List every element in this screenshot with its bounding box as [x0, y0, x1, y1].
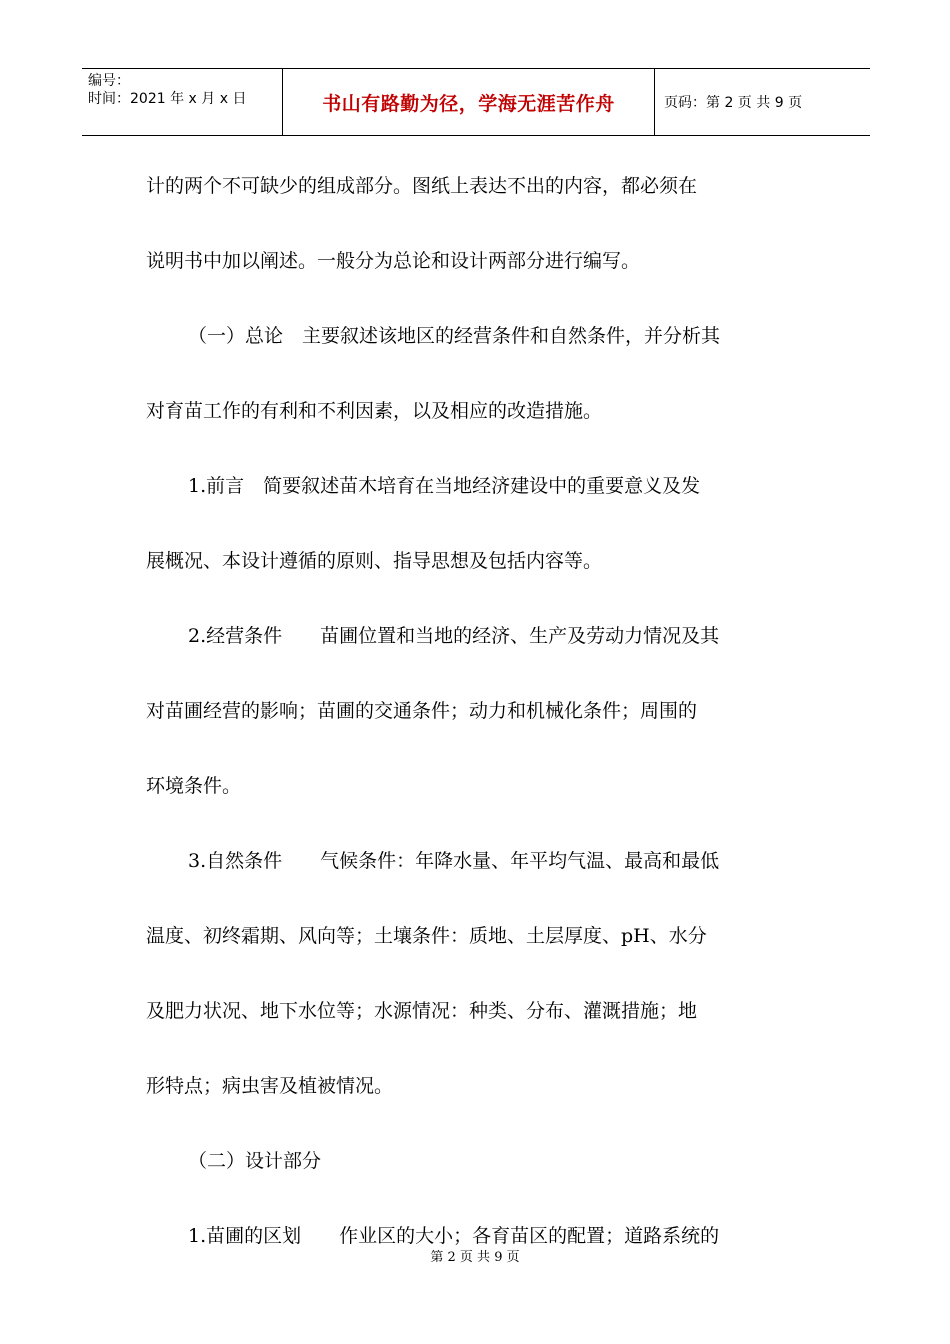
document-time-label: 时间：2021 年 x 月 x 日	[88, 91, 247, 107]
body-line: 对苗圃经营的影响；苗圃的交通条件；动力和机械化条件；周围的	[146, 700, 698, 722]
body-line: 温度、初终霜期、风向等；土壤条件：质地、土层厚度、pH、水分	[146, 925, 707, 947]
document-number-label: 编号：	[88, 73, 130, 89]
body-line: 1.苗圃的区划 作业区的大小；各育苗区的配置；道路系统的	[188, 1225, 720, 1247]
footer-page-number: 第 2 页 共 9 页	[430, 1250, 520, 1265]
page-footer	[0, 1246, 950, 1265]
body-line: 2.经营条件 苗圃位置和当地的经济、生产及劳动力情况及其	[188, 625, 720, 647]
header-motto: 书山有路勤为径，学海无涯苦作舟	[322, 92, 615, 115]
body-line: 及肥力状况、地下水位等；水源情况：种类、分布、灌溉措施；地	[146, 1000, 698, 1022]
body-line: 1.前言 简要叙述苗木培育在当地经济建设中的重要意义及发	[188, 475, 701, 497]
body-line: （一）总论 主要叙述该地区的经营条件和自然条件，并分析其	[188, 325, 721, 347]
document-body	[146, 168, 806, 1293]
header-motto-cell	[283, 69, 655, 135]
header-page-cell	[655, 69, 870, 135]
header-page-info: 页码：第 2 页 共 9 页	[664, 95, 803, 111]
body-line: 对育苗工作的有利和不利因素，以及相应的改造措施。	[146, 400, 603, 422]
header-meta-cell	[82, 69, 283, 135]
body-line: 环境条件。	[146, 775, 242, 797]
body-line: 3.自然条件 气候条件：年降水量、年平均气温、最高和最低	[188, 850, 720, 872]
body-line: 展概况、本设计遵循的原则、指导思想及包括内容等。	[146, 550, 603, 572]
body-line: 形特点；病虫害及植被情况。	[146, 1075, 394, 1097]
body-line: 说明书中加以阐述。一般分为总论和设计两部分进行编写。	[146, 250, 641, 272]
body-line: 计的两个不可缺少的组成部分。图纸上表达不出的内容，都必须在	[146, 175, 698, 197]
page-header	[82, 68, 870, 136]
body-line: （二）设计部分	[188, 1150, 322, 1172]
